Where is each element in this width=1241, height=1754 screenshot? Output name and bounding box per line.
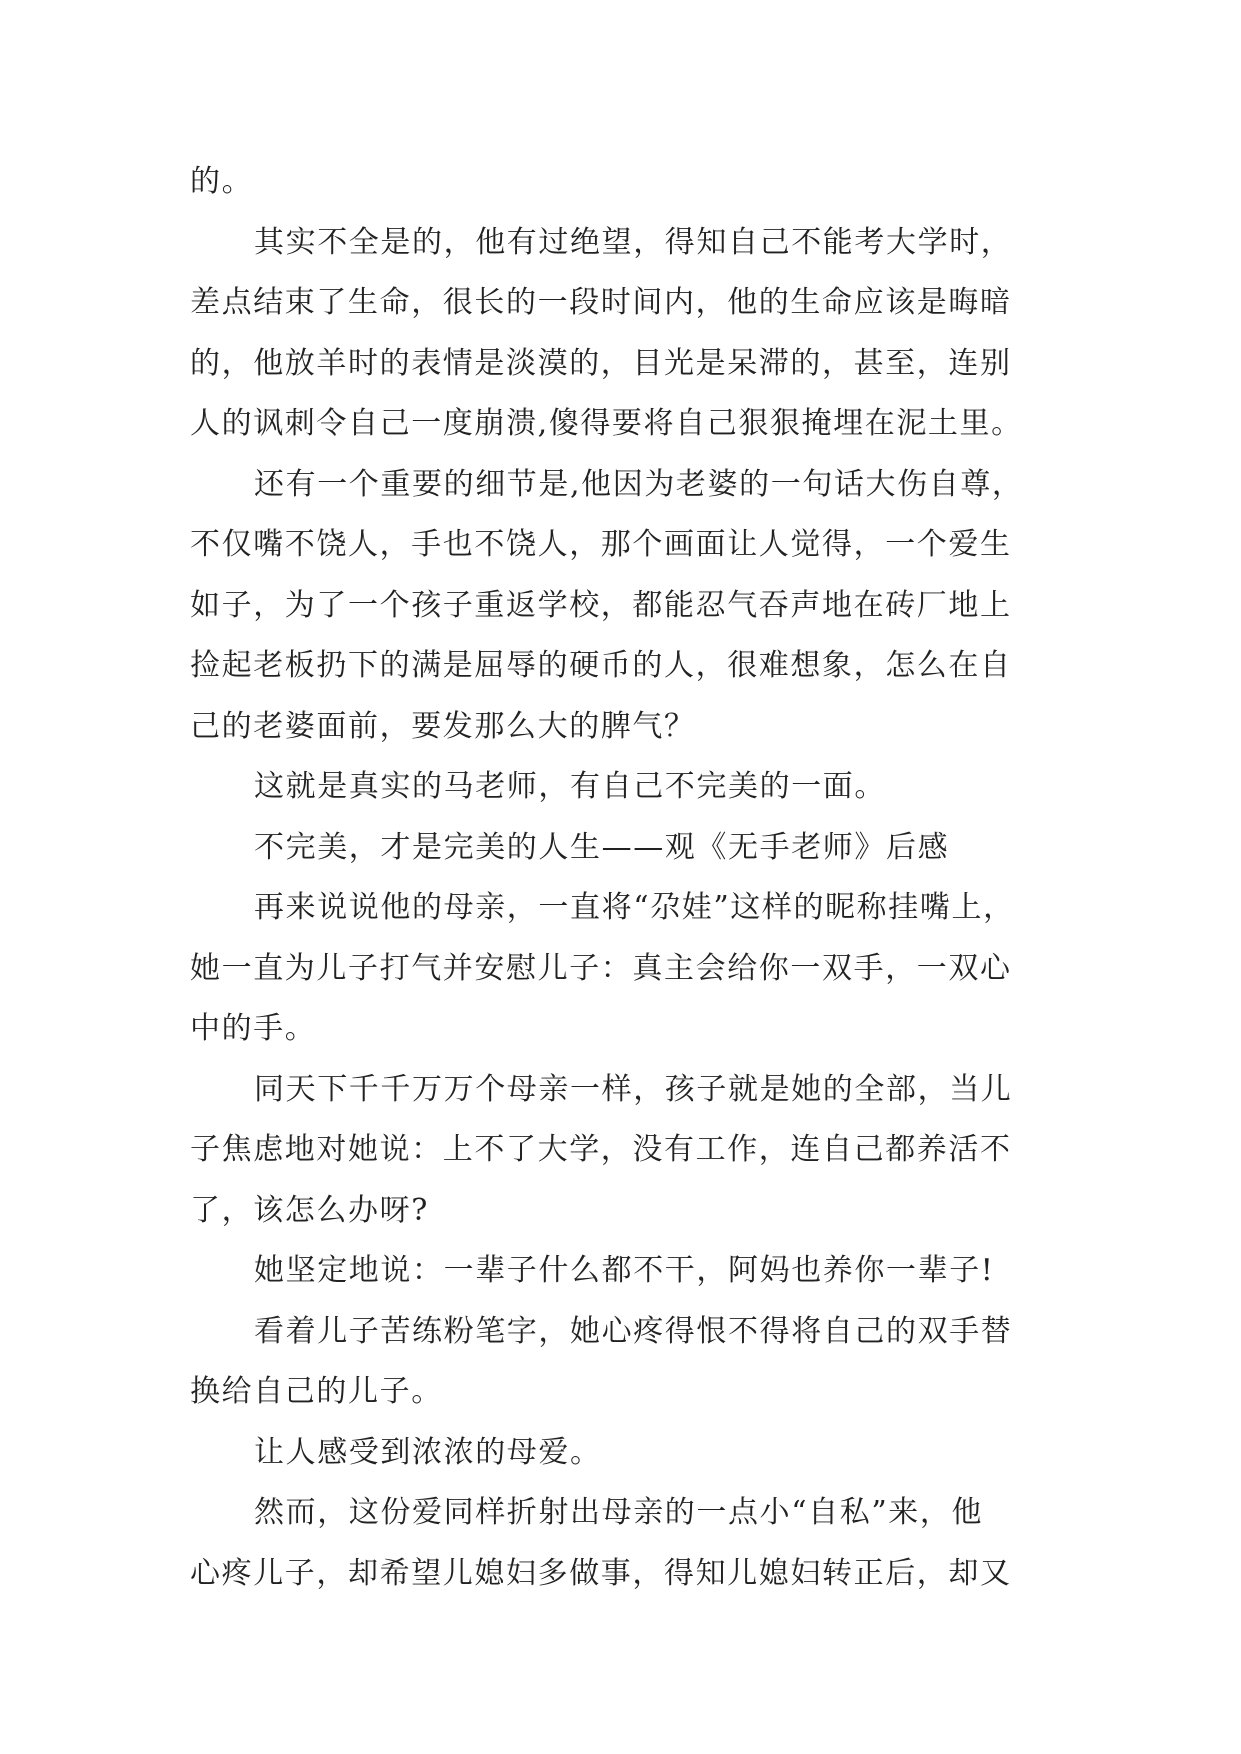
- text-line: 捡起老板扔下的满是屈辱的硬币的人，很难想象，怎么在自: [190, 648, 1012, 683]
- text-line: 的，他放羊时的表情是淡漠的，目光是呆滞的，甚至，连别: [190, 345, 1012, 381]
- paragraph-start-line: 她坚定地说：一辈子什么都不干，阿妈也养你一辈子!: [254, 1253, 995, 1288]
- text-line: 的。: [190, 164, 254, 199]
- text-line: 她一直为儿子打气并安慰儿子：真主会给你一双手，一双心: [190, 950, 1012, 986]
- document-body: [190, 152, 1050, 1604]
- paragraph-start-line: 再来说说他的母亲，一直将“尕娃”这样的昵称挂嘴上，: [254, 890, 1015, 925]
- text-line: 不仅嘴不饶人，手也不饶人，那个画面让人觉得，一个爱生: [190, 527, 1012, 562]
- text-line: 己的老婆面前，要发那么大的脾气？: [190, 708, 696, 744]
- text-line: 差点结束了生命，很长的一段时间内，他的生命应该是晦暗: [190, 285, 1012, 320]
- text-line: 心疼儿子，却希望儿媳妇多做事，得知儿媳妇转正后，却又: [190, 1555, 1012, 1591]
- paragraph-start-line: 还有一个重要的细节是,他因为老婆的一句话大伤自尊，: [254, 466, 1024, 502]
- text-line: 了，该怎么办呀?: [190, 1192, 429, 1228]
- paragraph-start-line: 同天下千千万万个母亲一样，孩子就是她的全部，当儿: [254, 1071, 1013, 1107]
- text-line: 子焦虑地对她说：上不了大学，没有工作，连自己都养活不: [190, 1132, 1012, 1167]
- text-line: 中的手。: [190, 1011, 317, 1046]
- paragraph-start-line: 看着儿子苦练粉笔字，她心疼得恨不得将自己的双手替: [254, 1313, 1013, 1349]
- text-line: 人的讽刺令自己一度崩溃,傻得要将自己狠狠掩埋在泥土里。: [190, 406, 1023, 441]
- text-line: 如子，为了一个孩子重返学校，都能忍气吞声地在砖厂地上: [190, 587, 1012, 623]
- paragraph-start-line: 这就是真实的马老师，有自己不完美的一面。: [254, 769, 886, 804]
- paragraph-start-line: 让人感受到浓浓的母爱。: [254, 1434, 602, 1470]
- article-title-line: 不完美，才是完美的人生——观《无手老师》后感: [254, 829, 950, 865]
- text-line: 换给自己的儿子。: [190, 1374, 443, 1409]
- paragraph-start-line: 然而，这份爱同样折射出母亲的一点小“自私”来，他: [254, 1495, 984, 1530]
- paragraph-start-line: 其实不全是的，他有过绝望，得知自己不能考大学时，: [254, 224, 1013, 260]
